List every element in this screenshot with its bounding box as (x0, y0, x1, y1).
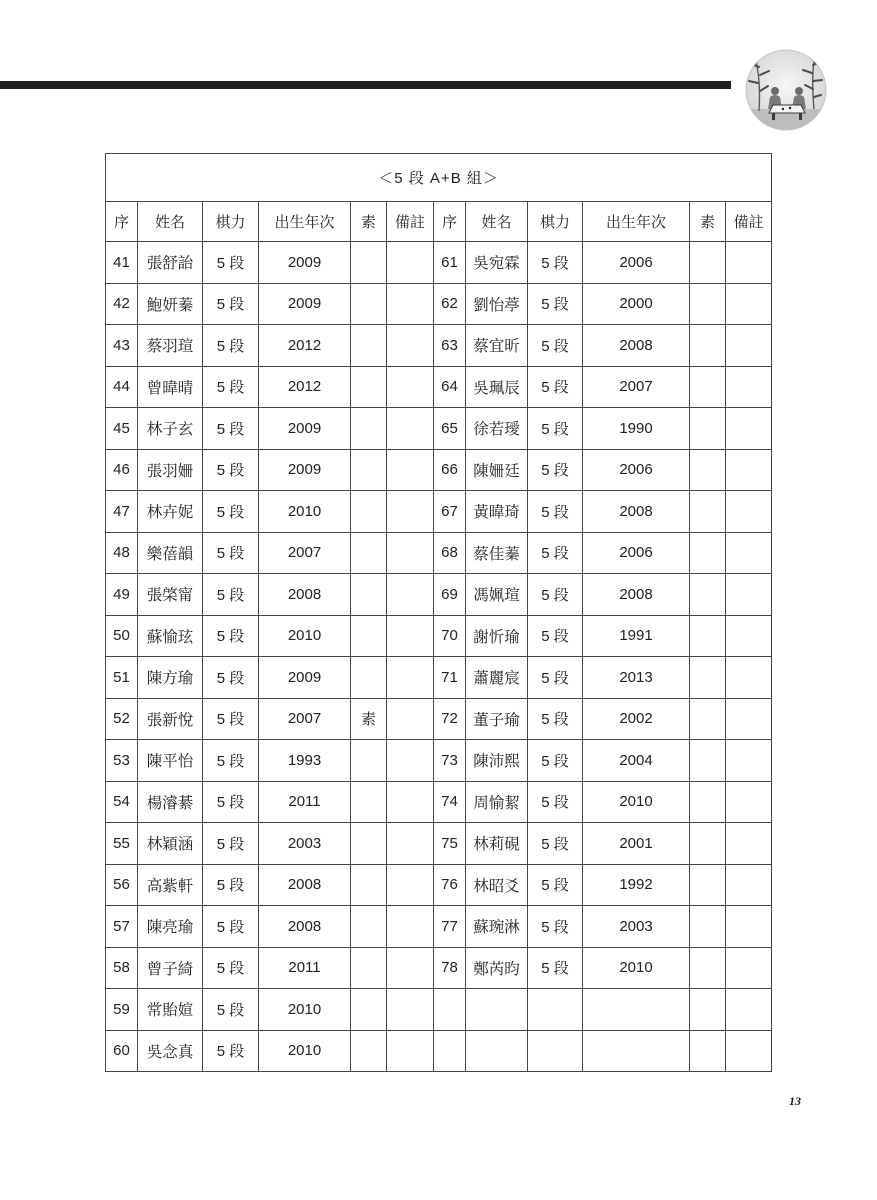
cell-amateur (351, 574, 387, 616)
cell-seq: 77 (434, 906, 466, 948)
cell-rank: 5 段 (203, 947, 259, 989)
table-row (106, 242, 772, 284)
header-amateur: 素 (351, 202, 387, 242)
cell-note (726, 740, 772, 782)
cell-name: 吳念真 (138, 1030, 203, 1072)
cell-birth-year: 2010 (259, 1030, 351, 1072)
cell-name: 周愉絜 (466, 781, 528, 823)
header-rank: 棋力 (528, 202, 583, 242)
cell-birth-year: 2008 (583, 325, 690, 367)
cell-rank: 5 段 (528, 283, 583, 325)
table-row (106, 781, 772, 823)
cell-note (726, 781, 772, 823)
cell-amateur (351, 366, 387, 408)
cell-seq: 70 (434, 615, 466, 657)
table-row (106, 325, 772, 367)
cell-birth-year: 2011 (259, 947, 351, 989)
cell-rank: 5 段 (203, 242, 259, 284)
header-amateur: 素 (690, 202, 726, 242)
cell-rank: 5 段 (203, 366, 259, 408)
cell-seq: 60 (106, 1030, 138, 1072)
cell-note (726, 325, 772, 367)
cell-note (387, 698, 434, 740)
cell-birth-year: 2013 (583, 657, 690, 699)
header-note: 備註 (387, 202, 434, 242)
cell-note (387, 989, 434, 1031)
cell-note (387, 740, 434, 782)
cell-note (726, 615, 772, 657)
cell-amateur (351, 657, 387, 699)
cell-name: 林昭爻 (466, 864, 528, 906)
cell-rank: 5 段 (203, 615, 259, 657)
cell-seq: 67 (434, 491, 466, 533)
cell-amateur (690, 615, 726, 657)
cell-note (387, 408, 434, 450)
go-players-illustration-icon (745, 49, 827, 131)
cell-birth-year: 2012 (259, 325, 351, 367)
cell-rank: 5 段 (203, 532, 259, 574)
cell-seq: 64 (434, 366, 466, 408)
cell-amateur (690, 864, 726, 906)
cell-note (387, 532, 434, 574)
cell-rank: 5 段 (203, 283, 259, 325)
cell-name: 陳平怡 (138, 740, 203, 782)
cell-note (726, 408, 772, 450)
cell-rank: 5 段 (203, 698, 259, 740)
cell-rank: 5 段 (528, 491, 583, 533)
cell-birth-year: 2007 (259, 698, 351, 740)
cell-birth-year: 2001 (583, 823, 690, 865)
cell-name: 鮑妍蓁 (138, 283, 203, 325)
table-row (106, 574, 772, 616)
cell-rank: 5 段 (528, 947, 583, 989)
cell-rank: 5 段 (203, 408, 259, 450)
cell-name: 陳姍廷 (466, 449, 528, 491)
cell-note (387, 449, 434, 491)
table-row (106, 823, 772, 865)
cell-birth-year: 2004 (583, 740, 690, 782)
cell-birth-year (583, 989, 690, 1031)
cell-amateur (351, 906, 387, 948)
cell-rank: 5 段 (528, 449, 583, 491)
cell-rank: 5 段 (203, 491, 259, 533)
cell-birth-year: 2009 (259, 657, 351, 699)
cell-birth-year: 2007 (259, 532, 351, 574)
cell-name: 蘇愉玹 (138, 615, 203, 657)
cell-seq: 73 (434, 740, 466, 782)
cell-amateur (690, 989, 726, 1031)
cell-note (726, 242, 772, 284)
cell-name: 樂蓓韻 (138, 532, 203, 574)
cell-amateur (351, 408, 387, 450)
cell-note (726, 947, 772, 989)
cell-name: 林莉硯 (466, 823, 528, 865)
cell-name (466, 1030, 528, 1072)
cell-rank: 5 段 (528, 574, 583, 616)
cell-rank: 5 段 (528, 408, 583, 450)
cell-note (726, 864, 772, 906)
cell-note (387, 906, 434, 948)
table-row (106, 615, 772, 657)
cell-note (387, 491, 434, 533)
cell-seq: 41 (106, 242, 138, 284)
cell-amateur (351, 615, 387, 657)
cell-name: 高紫軒 (138, 864, 203, 906)
cell-name: 林子玄 (138, 408, 203, 450)
cell-note (387, 283, 434, 325)
cell-birth-year: 2006 (583, 449, 690, 491)
table-row (106, 283, 772, 325)
cell-seq: 50 (106, 615, 138, 657)
cell-seq: 58 (106, 947, 138, 989)
page-number: 13 (789, 1094, 801, 1108)
cell-rank: 5 段 (203, 1030, 259, 1072)
cell-rank: 5 段 (203, 989, 259, 1031)
cell-note (387, 615, 434, 657)
table-row (106, 947, 772, 989)
cell-note (726, 449, 772, 491)
cell-seq: 75 (434, 823, 466, 865)
cell-seq: 72 (434, 698, 466, 740)
cell-rank: 5 段 (528, 242, 583, 284)
cell-amateur (351, 491, 387, 533)
cell-seq: 49 (106, 574, 138, 616)
cell-birth-year: 2006 (583, 242, 690, 284)
header-seq: 序 (434, 202, 466, 242)
cell-note (726, 366, 772, 408)
cell-seq: 42 (106, 283, 138, 325)
cell-birth-year: 2003 (583, 906, 690, 948)
cell-rank: 5 段 (203, 574, 259, 616)
table-body (106, 242, 772, 1072)
cell-birth-year: 2002 (583, 698, 690, 740)
cell-name: 蘇琬淋 (466, 906, 528, 948)
cell-rank: 5 段 (528, 698, 583, 740)
cell-name: 蔡羽瑄 (138, 325, 203, 367)
cell-seq: 71 (434, 657, 466, 699)
cell-birth-year: 2010 (583, 781, 690, 823)
header-seq: 序 (106, 202, 138, 242)
cell-name: 劉怡葶 (466, 283, 528, 325)
cell-birth-year: 2006 (583, 532, 690, 574)
cell-seq: 53 (106, 740, 138, 782)
cell-rank: 5 段 (528, 864, 583, 906)
cell-name (466, 989, 528, 1031)
cell-birth-year: 2008 (259, 574, 351, 616)
cell-name: 蕭麗宸 (466, 657, 528, 699)
cell-birth-year: 2010 (583, 947, 690, 989)
cell-note (726, 657, 772, 699)
cell-amateur (351, 242, 387, 284)
cell-amateur (690, 740, 726, 782)
cell-seq: 61 (434, 242, 466, 284)
cell-amateur: 素 (351, 698, 387, 740)
cell-seq: 78 (434, 947, 466, 989)
cell-amateur (690, 698, 726, 740)
cell-amateur (690, 283, 726, 325)
table-row (106, 906, 772, 948)
cell-seq: 68 (434, 532, 466, 574)
cell-birth-year: 2012 (259, 366, 351, 408)
cell-birth-year: 2008 (259, 864, 351, 906)
cell-birth-year (583, 1030, 690, 1072)
cell-name: 蔡宜昕 (466, 325, 528, 367)
cell-note (387, 947, 434, 989)
cell-name: 陳亮瑜 (138, 906, 203, 948)
cell-birth-year: 2010 (259, 491, 351, 533)
cell-amateur (690, 491, 726, 533)
cell-rank: 5 段 (203, 325, 259, 367)
cell-rank: 5 段 (203, 449, 259, 491)
cell-amateur (690, 449, 726, 491)
cell-note (726, 906, 772, 948)
cell-seq (434, 989, 466, 1031)
cell-note (387, 657, 434, 699)
cell-amateur (351, 325, 387, 367)
cell-amateur (351, 781, 387, 823)
cell-seq: 65 (434, 408, 466, 450)
cell-amateur (351, 449, 387, 491)
roster-table (105, 153, 772, 1072)
table-row (106, 1030, 772, 1072)
cell-note (726, 491, 772, 533)
cell-seq: 43 (106, 325, 138, 367)
cell-name: 吳宛霖 (466, 242, 528, 284)
cell-note (726, 989, 772, 1031)
cell-amateur (690, 325, 726, 367)
cell-amateur (690, 242, 726, 284)
cell-note (387, 366, 434, 408)
cell-amateur (351, 947, 387, 989)
table-title: ＜5 段 A+B 組＞ (106, 154, 772, 202)
cell-name: 陳方瑜 (138, 657, 203, 699)
table-row (106, 864, 772, 906)
header-rank: 棋力 (203, 202, 259, 242)
cell-rank (528, 1030, 583, 1072)
cell-amateur (690, 657, 726, 699)
cell-seq: 52 (106, 698, 138, 740)
cell-amateur (351, 740, 387, 782)
cell-name: 徐若璦 (466, 408, 528, 450)
cell-rank: 5 段 (528, 657, 583, 699)
cell-name: 吳珮辰 (466, 366, 528, 408)
cell-seq: 69 (434, 574, 466, 616)
cell-birth-year: 1993 (259, 740, 351, 782)
cell-name: 張棨甯 (138, 574, 203, 616)
table-row (106, 491, 772, 533)
header-rule (0, 81, 731, 89)
cell-note (387, 325, 434, 367)
cell-rank: 5 段 (203, 657, 259, 699)
cell-amateur (690, 781, 726, 823)
cell-note (387, 242, 434, 284)
cell-name: 謝忻瑜 (466, 615, 528, 657)
cell-rank: 5 段 (528, 906, 583, 948)
cell-seq: 54 (106, 781, 138, 823)
cell-birth-year: 1990 (583, 408, 690, 450)
cell-name: 鄭芮昀 (466, 947, 528, 989)
cell-rank: 5 段 (528, 366, 583, 408)
cell-name: 董子瑜 (466, 698, 528, 740)
table-row (106, 698, 772, 740)
table-row (106, 449, 772, 491)
cell-birth-year: 1992 (583, 864, 690, 906)
cell-seq: 44 (106, 366, 138, 408)
cell-note (387, 574, 434, 616)
cell-rank: 5 段 (528, 532, 583, 574)
cell-name: 陳沛熙 (466, 740, 528, 782)
header-birth-year: 出生年次 (583, 202, 690, 242)
cell-birth-year: 2009 (259, 242, 351, 284)
cell-seq: 51 (106, 657, 138, 699)
table-title-row (106, 154, 772, 202)
cell-amateur (690, 947, 726, 989)
table-row (106, 740, 772, 782)
cell-amateur (351, 283, 387, 325)
cell-note (726, 698, 772, 740)
cell-rank: 5 段 (528, 823, 583, 865)
cell-amateur (351, 532, 387, 574)
cell-name: 常貽媗 (138, 989, 203, 1031)
cell-amateur (690, 408, 726, 450)
cell-name: 馮姵瑄 (466, 574, 528, 616)
cell-seq: 46 (106, 449, 138, 491)
cell-name: 曾暐晴 (138, 366, 203, 408)
cell-amateur (690, 906, 726, 948)
cell-note (387, 1030, 434, 1072)
cell-name: 楊濬綦 (138, 781, 203, 823)
cell-amateur (690, 532, 726, 574)
cell-name: 黃暐琦 (466, 491, 528, 533)
cell-seq: 57 (106, 906, 138, 948)
cell-seq: 56 (106, 864, 138, 906)
cell-amateur (351, 823, 387, 865)
header-name: 姓名 (466, 202, 528, 242)
cell-seq: 76 (434, 864, 466, 906)
cell-rank: 5 段 (528, 615, 583, 657)
cell-seq: 47 (106, 491, 138, 533)
cell-amateur (351, 1030, 387, 1072)
cell-note (726, 283, 772, 325)
cell-seq: 66 (434, 449, 466, 491)
cell-birth-year: 2003 (259, 823, 351, 865)
cell-amateur (690, 823, 726, 865)
cell-seq: 55 (106, 823, 138, 865)
table-row (106, 366, 772, 408)
table-row (106, 532, 772, 574)
header-birth-year: 出生年次 (259, 202, 351, 242)
cell-birth-year: 2008 (583, 574, 690, 616)
cell-rank (528, 989, 583, 1031)
header-name: 姓名 (138, 202, 203, 242)
cell-note (726, 1030, 772, 1072)
cell-rank: 5 段 (203, 864, 259, 906)
cell-note (387, 823, 434, 865)
cell-seq: 63 (434, 325, 466, 367)
cell-birth-year: 2009 (259, 449, 351, 491)
cell-rank: 5 段 (203, 823, 259, 865)
cell-seq: 74 (434, 781, 466, 823)
cell-rank: 5 段 (203, 740, 259, 782)
table-row (106, 657, 772, 699)
cell-amateur (690, 1030, 726, 1072)
cell-seq: 62 (434, 283, 466, 325)
cell-note (726, 532, 772, 574)
table-header-row (106, 202, 772, 242)
cell-rank: 5 段 (203, 781, 259, 823)
cell-name: 林卉妮 (138, 491, 203, 533)
cell-birth-year: 2009 (259, 283, 351, 325)
cell-amateur (351, 864, 387, 906)
cell-rank: 5 段 (528, 740, 583, 782)
cell-amateur (690, 574, 726, 616)
cell-seq (434, 1030, 466, 1072)
cell-name: 林穎涵 (138, 823, 203, 865)
cell-rank: 5 段 (528, 781, 583, 823)
cell-birth-year: 2000 (583, 283, 690, 325)
cell-amateur (690, 366, 726, 408)
cell-birth-year: 2007 (583, 366, 690, 408)
cell-birth-year: 2011 (259, 781, 351, 823)
table-row (106, 408, 772, 450)
cell-birth-year: 2008 (259, 906, 351, 948)
cell-note (726, 574, 772, 616)
cell-name: 張新悅 (138, 698, 203, 740)
header-note: 備註 (726, 202, 772, 242)
cell-seq: 48 (106, 532, 138, 574)
cell-note (387, 781, 434, 823)
cell-name: 張羽姍 (138, 449, 203, 491)
cell-birth-year: 2010 (259, 615, 351, 657)
table-row (106, 989, 772, 1031)
cell-seq: 59 (106, 989, 138, 1031)
cell-name: 曾子綺 (138, 947, 203, 989)
cell-seq: 45 (106, 408, 138, 450)
cell-rank: 5 段 (203, 906, 259, 948)
cell-note (387, 864, 434, 906)
cell-rank: 5 段 (528, 325, 583, 367)
cell-birth-year: 1991 (583, 615, 690, 657)
cell-birth-year: 2010 (259, 989, 351, 1031)
cell-name: 蔡佳蓁 (466, 532, 528, 574)
cell-birth-year: 2008 (583, 491, 690, 533)
cell-birth-year: 2009 (259, 408, 351, 450)
cell-note (726, 823, 772, 865)
cell-name: 張舒詒 (138, 242, 203, 284)
cell-amateur (351, 989, 387, 1031)
